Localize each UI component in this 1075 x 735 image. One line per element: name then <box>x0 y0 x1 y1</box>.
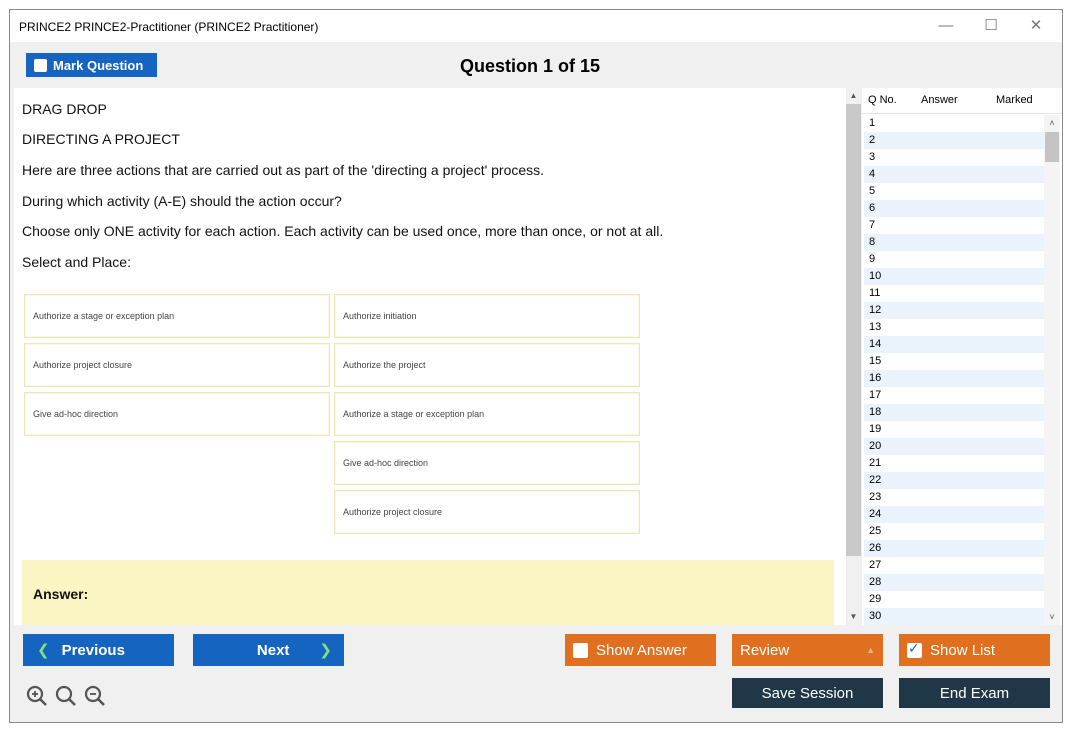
question-list-row[interactable]: 22 <box>864 472 1044 489</box>
answer-label: Answer: <box>33 586 89 602</box>
content-scrollbar[interactable] <box>846 88 861 625</box>
show-answer-label: Show Answer <box>596 641 687 659</box>
question-list-row[interactable]: 8 <box>864 234 1044 251</box>
question-list-row[interactable]: 27 <box>869 559 882 571</box>
question-list-row[interactable]: 6 <box>864 200 1044 217</box>
next-label: Next <box>256 641 290 659</box>
activity-item[interactable]: Give ad-hoc direction <box>334 441 640 485</box>
question-list-row[interactable]: 25 <box>869 525 882 537</box>
content-scroll-thumb[interactable] <box>846 104 861 556</box>
app-window <box>9 9 1063 723</box>
question-text-3: Choose only ONE activity for each action. Each activity can be used once, more than once, or not at all. <box>22 223 664 239</box>
list-scroll-thumb[interactable] <box>1045 132 1059 162</box>
question-type: DRAG DROP <box>22 101 107 117</box>
mark-question-button[interactable] <box>26 53 157 77</box>
review-label: Review <box>740 641 790 659</box>
mark-question-label: Mark Question <box>53 57 144 73</box>
window-title: PRINCE2 PRINCE2-Practitioner (PRINCE2 Practitioner) <box>19 20 319 34</box>
question-list-row[interactable]: 29 <box>869 593 882 605</box>
question-topic: DIRECTING A PROJECT <box>22 131 180 147</box>
title-bar <box>10 10 1062 42</box>
list-scroll-down-icon[interactable]: ˅ <box>1049 612 1055 622</box>
show-list-button[interactable] <box>899 634 1050 666</box>
activity-item[interactable]: Authorize initiation <box>334 294 640 338</box>
question-list-row[interactable]: 20 <box>864 438 1044 455</box>
question-list-row[interactable]: 14 <box>864 336 1044 353</box>
question-list <box>862 88 1062 625</box>
chevron-right-icon: ❯ <box>319 642 332 659</box>
question-text-1: Here are three actions that are carried out as part of the 'directing a project' process. <box>22 162 545 178</box>
action-item[interactable]: Authorize a stage or exception plan <box>24 294 330 338</box>
question-list-row[interactable]: 15 <box>869 355 882 367</box>
question-list-row[interactable]: 4 <box>864 166 1044 183</box>
question-counter: Question 1 of 15 <box>459 56 601 76</box>
question-list-rows <box>862 115 1062 625</box>
end-exam-button[interactable]: End Exam <box>899 678 1050 708</box>
answer-panel <box>22 560 834 625</box>
mark-checkbox[interactable] <box>34 59 47 72</box>
question-list-row[interactable]: 30 <box>864 608 1044 625</box>
question-list-row[interactable]: 18 <box>864 404 1044 421</box>
action-item[interactable]: Authorize project closure <box>24 343 330 387</box>
zoom-out-icon[interactable] <box>84 685 106 707</box>
zoom-reset-icon[interactable] <box>55 685 77 707</box>
question-text-4: Select and Place: <box>22 254 131 270</box>
question-list-row[interactable]: 26 <box>864 540 1044 557</box>
question-content <box>14 88 846 625</box>
question-list-row[interactable]: 13 <box>869 321 882 333</box>
show-list-label: Show List <box>930 641 996 659</box>
question-list-row[interactable]: 23 <box>869 491 882 503</box>
scroll-down-icon[interactable]: ▼ <box>849 612 858 621</box>
marked-header: Marked <box>996 94 1033 106</box>
question-list-row[interactable]: 2 <box>864 132 1044 149</box>
minimize-button[interactable]: — <box>938 17 954 34</box>
close-button[interactable]: ✕ <box>1029 17 1043 34</box>
save-session-button[interactable]: Save Session <box>732 678 883 708</box>
chevron-left-icon: ❮ <box>37 642 50 659</box>
answer-header: Answer <box>921 94 958 106</box>
next-button[interactable] <box>193 634 344 666</box>
question-list-row[interactable]: 12 <box>864 302 1044 319</box>
question-list-row[interactable]: 7 <box>869 219 876 231</box>
activity-item[interactable]: Authorize project closure <box>334 490 640 534</box>
question-list-row[interactable]: 11 <box>869 287 881 299</box>
question-list-row[interactable]: 16 <box>864 370 1044 387</box>
question-list-row[interactable]: 28 <box>864 574 1044 591</box>
list-scroll-up-icon[interactable]: ˄ <box>1049 118 1055 128</box>
action-item[interactable]: Give ad-hoc direction <box>24 392 330 436</box>
question-list-row[interactable]: 21 <box>869 457 882 469</box>
question-list-row[interactable]: 9 <box>869 253 876 265</box>
show-list-checkbox[interactable] <box>907 643 922 658</box>
zoom-in-icon[interactable] <box>26 685 48 707</box>
maximize-button[interactable]: ☐ <box>984 17 998 34</box>
question-list-row[interactable]: 1 <box>869 117 876 129</box>
question-list-row[interactable]: 19 <box>869 423 882 435</box>
question-list-row[interactable]: 5 <box>869 185 876 197</box>
question-list-row[interactable]: 17 <box>869 389 882 401</box>
activity-item[interactable]: Authorize the project <box>334 343 640 387</box>
qno-header: Q No. <box>868 94 897 106</box>
question-list-header <box>862 88 1062 114</box>
dropdown-arrow-icon: ▲ <box>866 645 875 655</box>
scroll-up-icon[interactable]: ▲ <box>849 91 858 100</box>
list-scrollbar[interactable] <box>1044 115 1060 625</box>
activity-item[interactable]: Authorize a stage or exception plan <box>334 392 640 436</box>
question-list-row[interactable]: 10 <box>864 268 1044 285</box>
previous-label: Previous <box>61 641 125 659</box>
show-answer-button[interactable] <box>565 634 716 666</box>
question-list-row[interactable]: 24 <box>864 506 1044 523</box>
question-text-2: During which activity (A-E) should the action occur? <box>22 193 342 209</box>
question-list-row[interactable]: 3 <box>869 151 876 163</box>
review-dropdown[interactable] <box>732 634 883 666</box>
show-answer-checkbox[interactable] <box>573 643 588 658</box>
previous-button[interactable] <box>23 634 174 666</box>
